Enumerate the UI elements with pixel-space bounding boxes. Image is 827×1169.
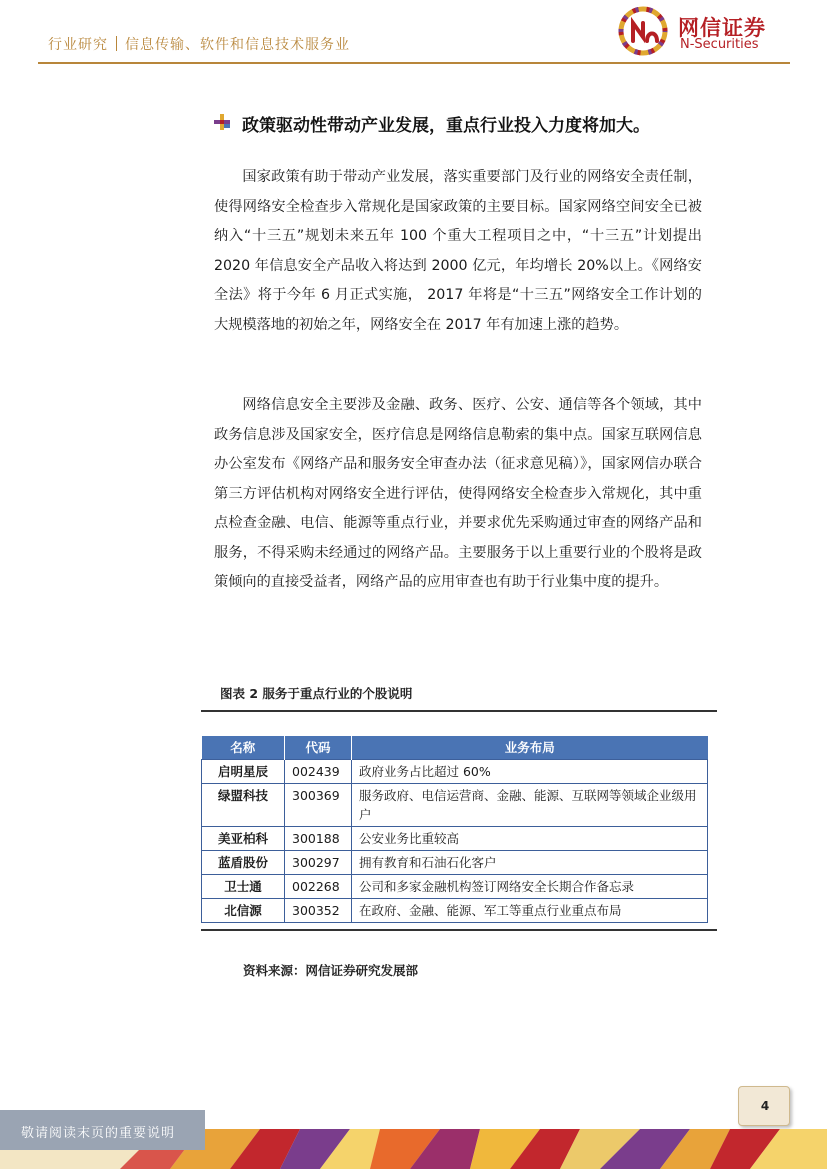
stock-name: 北信源 <box>202 898 285 922</box>
header-separator <box>116 36 117 51</box>
table-row <box>202 850 708 874</box>
column-header-name: 名称 <box>202 736 285 759</box>
stock-business: 公安业务比重较高 <box>352 826 708 850</box>
column-header-code: 代码 <box>285 736 352 759</box>
header-category-line <box>48 34 350 54</box>
table-row <box>202 826 708 850</box>
stock-business: 在政府、金融、能源、军工等重点行业重点布局 <box>352 898 708 922</box>
stock-name: 卫士通 <box>202 874 285 898</box>
body-paragraph-2: 网络信息安全主要涉及金融、政务、医疗、公安、通信等各个领域，其中政务信息涉及国家安全，医疗信息是网络信息勒索的集中点。国家互联网信息办公室发布《网络产品和服务安全审查办法（征求意见稿）》，国家网信办联合第三方评估机构对网络安全进行评估，使得网络安全检查步入常规化，其中重点检查金融、电信、能源等重点行业，并要求优先采购通过审查的网络产品和服务，不得采购未经通过的网络产品。主要服务于以上重要行业的个股将是政策倾向的直接受益者，网络产品的应用审查也有助于行业集中度的提升。 <box>214 397 702 590</box>
stock-name: 绿盟科技 <box>202 783 285 826</box>
section-title: 政策驱动性带动产业发展，重点行业投入力度将加大。 <box>242 116 650 136</box>
stock-code: 300297 <box>285 850 352 874</box>
logo-text-cn: 网信证券 <box>678 16 766 40</box>
figure-bottom-rule <box>201 929 717 931</box>
page-number: 4 <box>760 1099 770 1113</box>
stock-code: 300369 <box>285 783 352 826</box>
section-bullet-icon <box>214 114 234 130</box>
table-header-row <box>202 736 708 759</box>
stock-code: 300188 <box>285 826 352 850</box>
header-industry: 信息传输、软件和信息技术服务业 <box>125 37 350 53</box>
source-note: 资料来源：网信证券研究发展部 <box>243 963 419 978</box>
header-divider <box>38 62 790 64</box>
stock-business: 政府业务占比超过 60% <box>352 759 708 783</box>
table-row <box>202 759 708 783</box>
page-number-box <box>738 1086 790 1126</box>
company-logo <box>618 6 798 56</box>
stock-business: 公司和多家金融机构签订网络安全长期合作备忘录 <box>352 874 708 898</box>
page-header <box>38 0 790 66</box>
stock-table <box>201 736 708 923</box>
stock-name: 启明星辰 <box>202 759 285 783</box>
table-row <box>202 898 708 922</box>
body-paragraph-1: 国家政策有助于带动产业发展，落实重要部门及行业的网络安全责任制，使得网络安全检查步入常规化是国家政策的主要目标。国家网络空间安全已被纳入“十三五”规划未来五年 100 个重大工程项目之中，“十三五”计划提出 2020 年信息安全产品收入将达到 2000 亿元，年均增长 20%以上。《网络安全法》将于今年 6 月正式实施， 2017 年将是“十三五”网络安全工作计划的大规模落地的初始之年，网络安全在 2017 年有加速上涨的趋势。 <box>214 169 702 333</box>
stock-business: 服务政府、电信运营商、金融、能源、互联网等领域企业级用户 <box>352 783 708 826</box>
stock-name: 蓝盾股份 <box>202 850 285 874</box>
section-heading <box>214 111 714 135</box>
stock-code: 002268 <box>285 874 352 898</box>
figure-caption: 图表 2 服务于重点行业的个股说明 <box>220 686 413 701</box>
stock-name: 美亚柏科 <box>202 826 285 850</box>
logo-text-en: N-Securities <box>680 37 759 52</box>
header-category: 行业研究 <box>48 37 108 53</box>
table-row <box>202 874 708 898</box>
footer-notice-text: 敬请阅读末页的重要说明 <box>21 1126 176 1141</box>
column-header-business: 业务布局 <box>352 736 708 759</box>
logo-emblem-icon <box>618 6 670 56</box>
stock-code: 002439 <box>285 759 352 783</box>
figure-top-rule <box>201 710 717 712</box>
table-row <box>202 783 708 826</box>
stock-code: 300352 <box>285 898 352 922</box>
stock-business: 拥有教育和石油石化客户 <box>352 850 708 874</box>
footer-notice <box>0 1110 205 1150</box>
